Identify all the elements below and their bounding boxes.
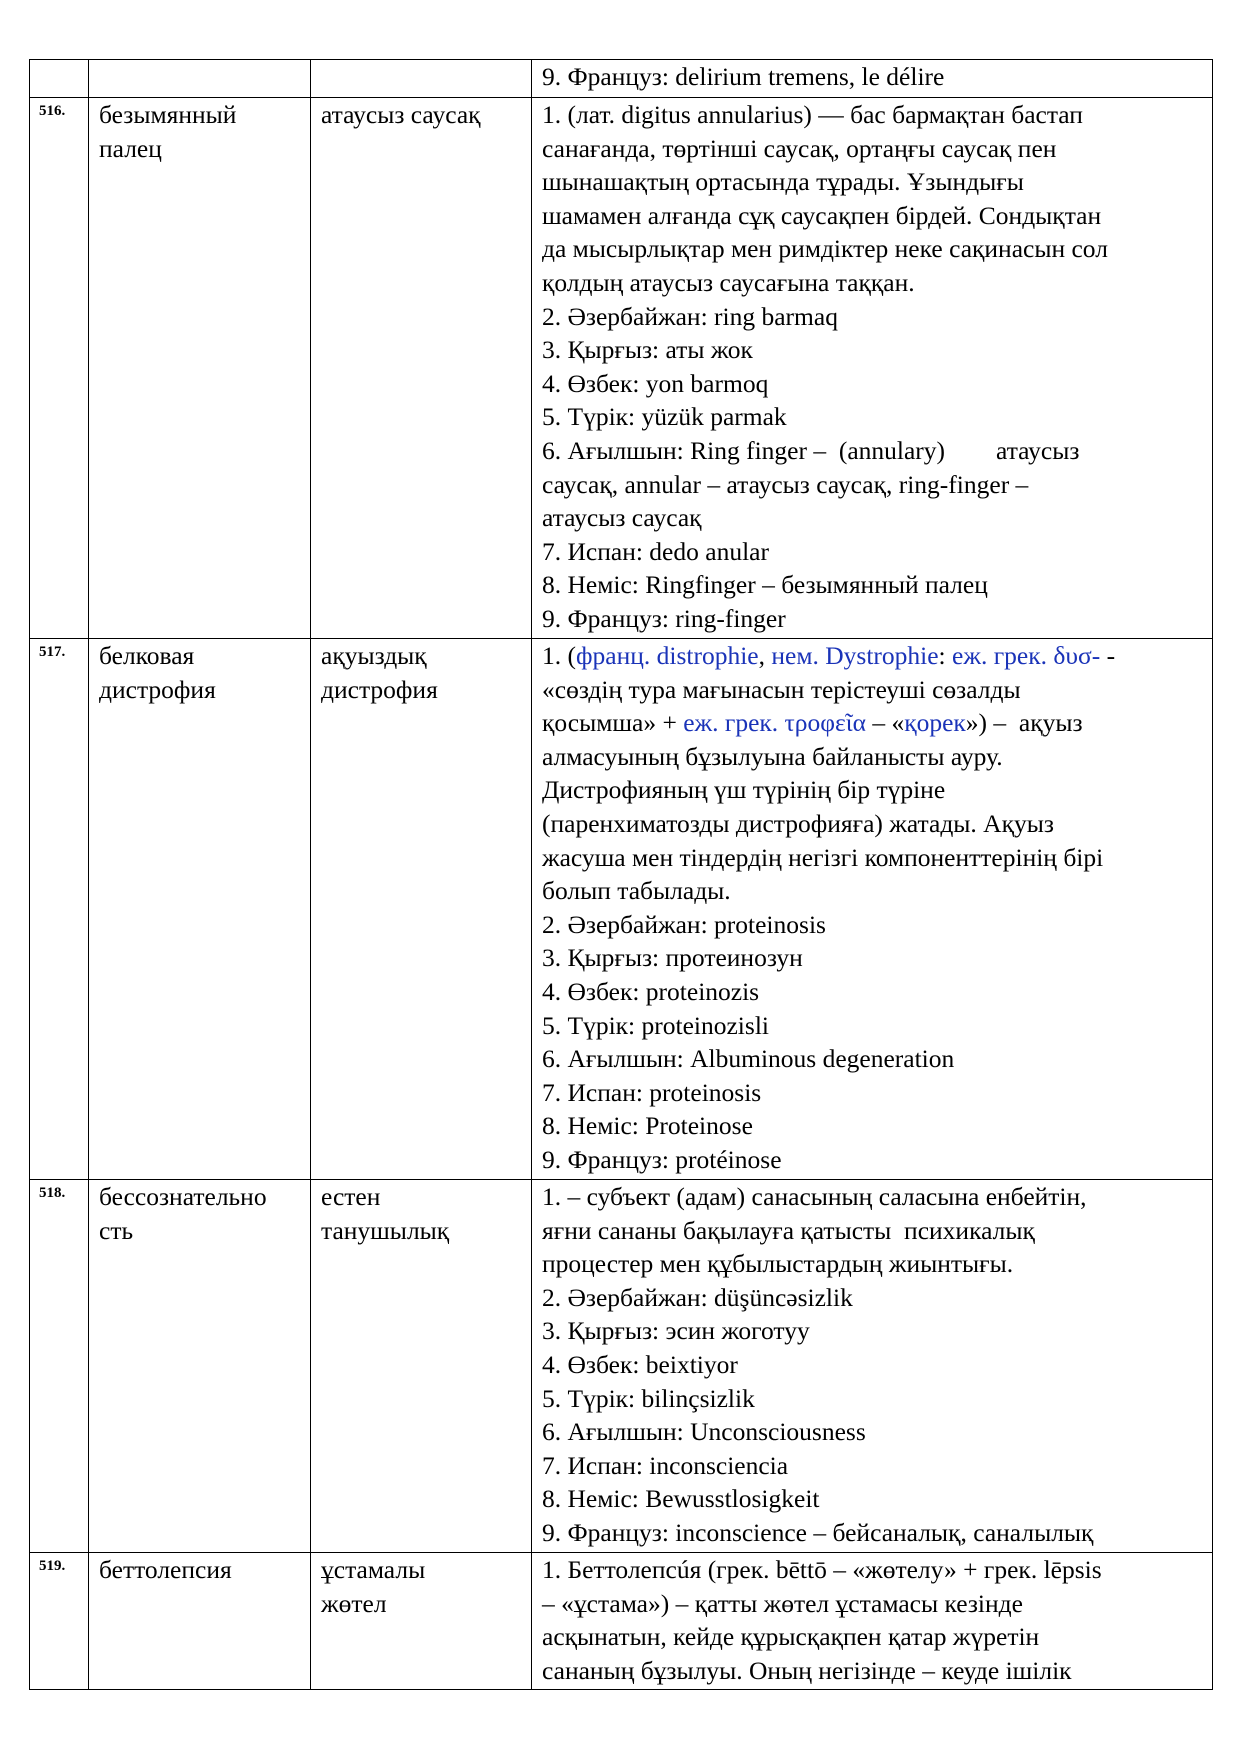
table-row	[30, 98, 1213, 639]
detail-line: 9. Француз: inconscience – бейсаналық, саналылық	[542, 1517, 1094, 1547]
etymology-link: еж. грек. τροφεῖα	[683, 708, 866, 738]
russian-term	[89, 60, 311, 98]
etymology-link: нем. Dystrophie	[771, 641, 939, 670]
kazakh-term	[311, 1180, 532, 1553]
entry-details	[532, 1180, 1213, 1553]
detail-line: 1. – субъект (адам) санасының саласына енбейтін,	[542, 1182, 1087, 1211]
russian-term-line: дистрофия	[99, 674, 216, 704]
kazakh-term	[311, 60, 532, 98]
kazakh-term-line: ақуыздық	[321, 641, 427, 670]
table-row	[30, 1180, 1213, 1553]
detail-line: 6. Ағылшын: Albuminous degeneration	[542, 1044, 955, 1074]
detail-line: саусақ, annular – атаусыз саусақ, ring-finger –	[542, 469, 1029, 499]
detail-text: ») – ақуыз	[965, 708, 1083, 738]
detail-line: 7. Испан: dedo anular	[542, 536, 769, 566]
detail-line: Дистрофияның үш түрінің бір түріне	[542, 775, 946, 805]
russian-term-line: беттолепсия	[99, 1555, 232, 1584]
entry-number	[30, 60, 89, 98]
detail-line: жасуша мен тіндердің негізгі компоненттерінің бірі	[542, 842, 1104, 872]
detail-line: 9. Француз: delirium tremens, le délire	[542, 62, 945, 91]
kazakh-term	[311, 639, 532, 1180]
entry-details	[532, 639, 1213, 1180]
detail-line: сананың бұзылуы. Оның негізінде – кеуде ішілік	[542, 1655, 1072, 1685]
kazakh-term-line: жөтел	[321, 1588, 387, 1618]
detail-line: 2. Әзербайжан: ring barmaq	[542, 301, 838, 331]
detail-text: 1. (	[542, 641, 576, 670]
detail-line: атаусыз саусақ	[542, 503, 702, 533]
detail-line: 5. Түрік: yüzük parmak	[542, 402, 787, 432]
kazakh-term-line: ұстамалы	[321, 1555, 426, 1584]
entry-number: 516.	[30, 98, 89, 639]
kazakh-term-line: естен	[321, 1182, 381, 1211]
detail-line: процестер мен құбылыстардың жиынтығы.	[542, 1249, 1014, 1279]
detail-line	[542, 639, 1204, 673]
detail-line: 7. Испан: inconsciencia	[542, 1450, 789, 1480]
detail-line	[542, 706, 1204, 740]
russian-term	[89, 1553, 311, 1690]
entry-number: 519.	[30, 1553, 89, 1690]
detail-line: 4. Өзбек: yon barmoq	[542, 368, 769, 398]
entry-number: 518.	[30, 1180, 89, 1553]
detail-line: қолдың атаусыз саусағына таққан.	[542, 267, 915, 297]
detail-text: қосымша» +	[542, 708, 684, 738]
detail-line: 1. Беттолепсúя (грек. bēttō – «жөтелу» + грек. lēpsis	[542, 1555, 1102, 1584]
detail-line: 7. Испан: proteinosis	[542, 1077, 762, 1107]
russian-term	[89, 1180, 311, 1553]
detail-line: 1. (лат. digitus annularius) — бас бармақтан бастап	[542, 100, 1083, 129]
kazakh-term-line: атаусыз саусақ	[321, 100, 481, 129]
detail-line: асқынатын, кейде құрысқақпен қатар жүретін	[542, 1622, 1040, 1652]
russian-term	[89, 639, 311, 1180]
detail-line: 8. Неміс: Proteinose	[542, 1111, 753, 1141]
detail-line: 9. Француз: ring-finger	[542, 603, 786, 633]
entry-details	[532, 98, 1213, 639]
table-row	[30, 639, 1213, 1180]
dictionary-table	[29, 59, 1213, 1690]
detail-line: 8. Неміс: Ringfinger – безымянный палец	[542, 570, 988, 600]
detail-line: санағанда, төртінші саусақ, ортаңғы саусақ пен	[542, 133, 1057, 163]
detail-line: 5. Түрік: proteinozisli	[542, 1010, 769, 1040]
russian-term-line: белковая	[99, 641, 195, 670]
russian-term-line: безымянный	[99, 100, 237, 129]
entry-details	[532, 60, 1213, 98]
detail-line: 2. Әзербайжан: proteinosis	[542, 909, 826, 939]
detail-text: -	[1100, 641, 1116, 670]
detail-line: (паренхиматозды дистрофияға) жатады. Ақуыз	[542, 808, 1054, 838]
detail-line: 6. Ағылшын: Unconsciousness	[542, 1417, 866, 1447]
russian-term-line: сть	[99, 1215, 134, 1245]
detail-line: 3. Қырғыз: эсин жоготуу	[542, 1316, 810, 1346]
detail-text: – «	[865, 708, 905, 738]
detail-text: ,	[758, 641, 772, 670]
russian-term-line: бессознательно	[99, 1182, 267, 1211]
etymology-link: еж. грек. δυσ-	[952, 641, 1101, 670]
detail-line: 3. Қырғыз: протеинозун	[542, 943, 803, 973]
kazakh-term	[311, 1553, 532, 1690]
table-row	[30, 1553, 1213, 1690]
entry-number: 517.	[30, 639, 89, 1180]
etymology-link: қорек	[904, 708, 966, 738]
kazakh-term-line: танушылық	[321, 1215, 450, 1245]
detail-line: шынашақтың ортасында тұрады. Ұзындығы	[542, 167, 1024, 197]
detail-line: «сөздің тура мағынасын терістеуші сөзалды	[542, 674, 1021, 704]
detail-line: 9. Француз: protéinose	[542, 1144, 782, 1174]
russian-term-line: палец	[99, 133, 162, 163]
detail-line: яғни сананы бақылауға қатысты психикалық	[542, 1215, 1035, 1245]
detail-line: – «ұстама») – қатты жөтел ұстамасы кезінде	[542, 1588, 1023, 1618]
entry-details	[532, 1553, 1213, 1690]
table-row	[30, 60, 1213, 98]
russian-term	[89, 98, 311, 639]
kazakh-term	[311, 98, 532, 639]
detail-line: 2. Әзербайжан: düşüncəsizlik	[542, 1282, 853, 1312]
detail-line: 8. Неміс: Bewusstlosigkeit	[542, 1484, 820, 1514]
detail-line: шамамен алғанда сұқ саусақпен бірдей. Сондықтан	[542, 200, 1102, 230]
detail-line: 4. Өзбек: beixtiyor	[542, 1349, 738, 1379]
detail-line: 4. Өзбек: proteinozis	[542, 976, 760, 1006]
detail-text: :	[938, 641, 953, 670]
detail-line: алмасуының бұзылуына байланысты ауру.	[542, 741, 1003, 771]
detail-line: болып табылады.	[542, 876, 731, 906]
detail-line: да мысырлықтар мен римдіктер неке сақинасын сол	[542, 234, 1108, 264]
etymology-link: франц. distrophie	[576, 641, 759, 670]
detail-line: 3. Қырғыз: аты жок	[542, 335, 753, 365]
kazakh-term-line: дистрофия	[321, 674, 438, 704]
detail-line: 5. Түрік: bilinçsizlik	[542, 1383, 755, 1413]
detail-line: 6. Ағылшын: Ring finger – (annulary) атаусыз	[542, 435, 1080, 465]
